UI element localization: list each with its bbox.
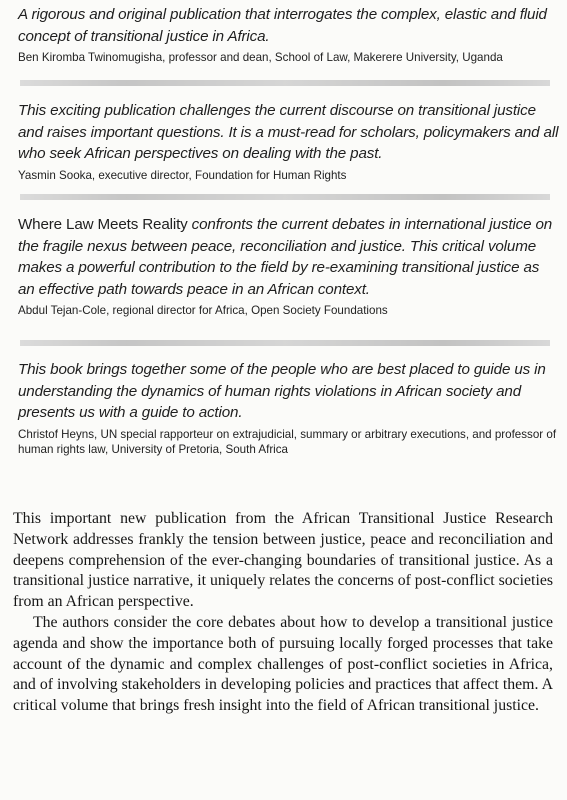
endorsement-quote: This book brings together some of the people who are best placed to guide us in understanding the dynamics of human rights violations in African society and presents us with a guide to action. [18,361,546,421]
endorsement-attribution: Ben Kiromba Twinomugisha, professor and dean, School of Law, Makerere University, Uganda [18,51,503,64]
section-divider [20,340,550,346]
book-description [13,509,553,717]
endorsement-quote: A rigorous and original publication that interrogates the complex, elastic and fluid concept of transitional justice in Africa. [18,6,547,45]
endorsement-attribution: Abdul Tejan-Cole, regional director for Africa, Open Society Foundations [18,304,388,317]
endorsement-attribution: Yasmin Sooka, executive director, Foundation for Human Rights [18,168,347,182]
endorsement-quote [0,214,567,300]
endorsement-quote-text: confronts the current debates in international justice on the fragile nexus between peace, reconciliation and justice. This critical volume makes a powerful contribution to the field by re-examining transitional justice as an effective path towards peace in an African context. [18,216,553,298]
endorsement-quote: This exciting publication challenges the current discourse on transitional justice and raises important questions. It is a must-read for scholars, policymakers and all who seek African perspectives on dealing with the past. [18,102,559,162]
endorsement-4 [0,359,567,457]
description-paragraph-2: The authors consider the core debates about how to develop a transitional justice agenda and show the importance both of pursuing locally forged processes that take account of the dynamic and complex challenges of post-conflict societies in Africa, and of involving stakeholders in developing policies and practices that affect them. A critical volume that brings fresh insight into the field of African transitional justice. [13,613,553,715]
description-paragraph-1: This important new publication from the African Transitional Justice Research Network addresses frankly the tension between justice, peace and reconciliation and deepens comprehension of the ever-changing boundaries of transitional justice. As a transitional justice narrative, it uniquely relates the concerns of post-conflict societies from an African perspective. [13,510,553,611]
endorsement-3 [0,214,567,318]
endorsement-attribution: Christof Heyns, UN special rapporteur on extrajudicial, summary or arbitrary executions, and professor of human rights law, University of Pretoria, South Africa [18,427,557,456]
endorsement-1 [0,4,567,65]
section-divider [20,80,550,86]
book-title-reference: Where Law Meets Reality [18,216,188,233]
section-divider [20,194,550,200]
endorsement-2 [0,100,567,183]
